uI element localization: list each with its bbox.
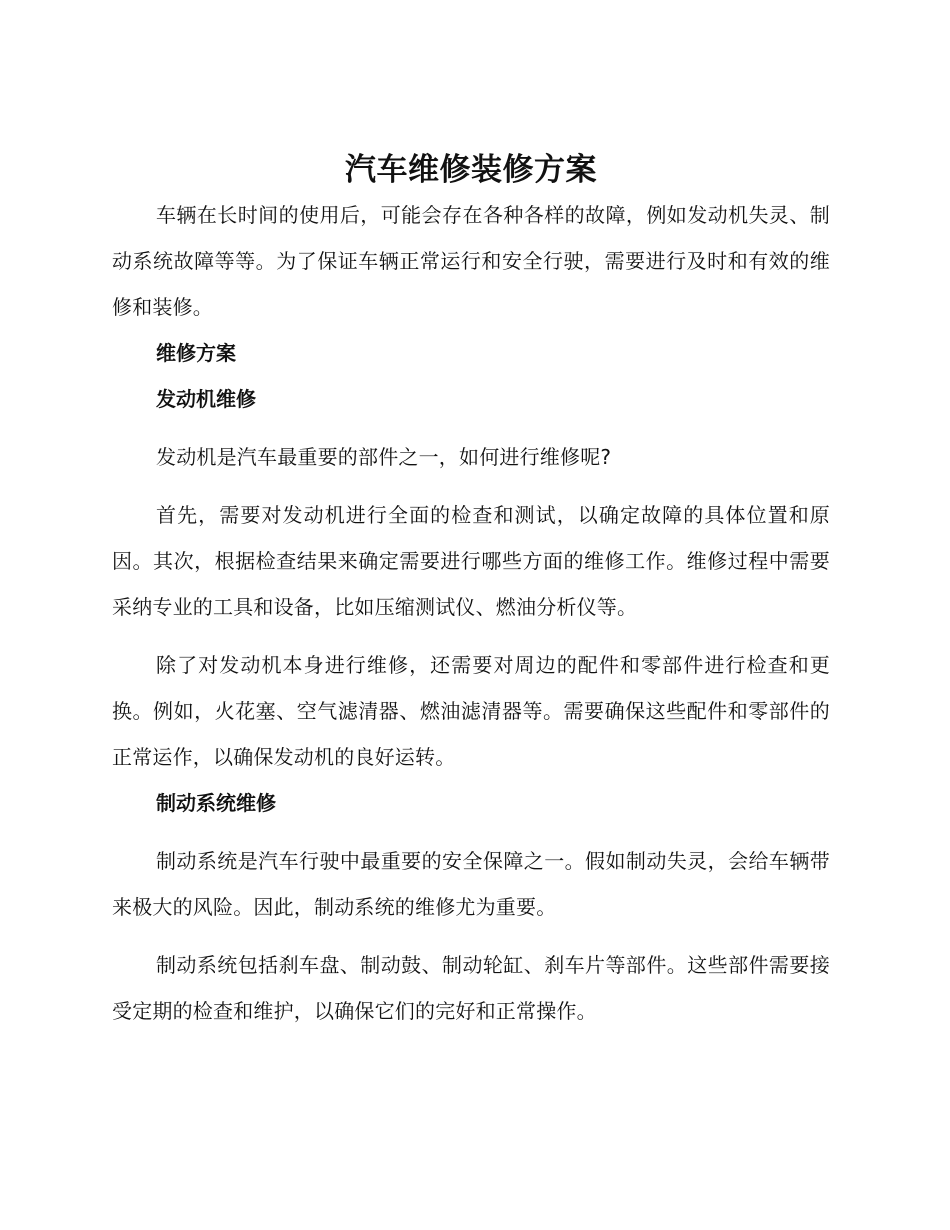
intro-paragraph: 车辆在长时间的使用后，可能会存在各种各样的故障，例如发动机失灵、制动系统故障等等。为了保证车辆正常运行和安全行驶，需要进行及时和有效的维修和装修。 (112, 203, 830, 319)
subsection-heading-brake: 制动系统维修 (156, 791, 276, 815)
brake-paragraph-2: 制动系统包括刹车盘、制动鼓、制动轮缸、刹车片等部件。这些部件需要接受定期的检查和维护，以确保它们的完好和正常操作。 (112, 953, 830, 1023)
section-heading-repair-plan: 维修方案 (156, 341, 236, 365)
document-page (112, 148, 830, 1034)
engine-paragraph-3: 除了对发动机本身进行维修，还需要对周边的配件和零部件进行检查和更换。例如，火花塞、空气滤清器、燃油滤清器等。需要确保这些配件和零部件的正常运作，以确保发动机的良好运转。 (112, 653, 830, 769)
engine-paragraph-2: 首先，需要对发动机进行全面的检查和测试，以确定故障的具体位置和原因。其次，根据检查结果来确定需要进行哪些方面的维修工作。维修过程中需要采纳专业的工具和设备，比如压缩测试仪、燃油分析仪等。 (112, 503, 830, 619)
engine-paragraph-1: 发动机是汽车最重要的部件之一，如何进行维修呢? (156, 445, 612, 469)
document-title: 汽车维修装修方案 (345, 152, 597, 188)
brake-paragraph-1: 制动系统是汽车行驶中最重要的安全保障之一。假如制动失灵，会给车辆带来极大的风险。因此，制动系统的维修尤为重要。 (112, 849, 830, 919)
subsection-heading-engine: 发动机维修 (156, 387, 256, 411)
